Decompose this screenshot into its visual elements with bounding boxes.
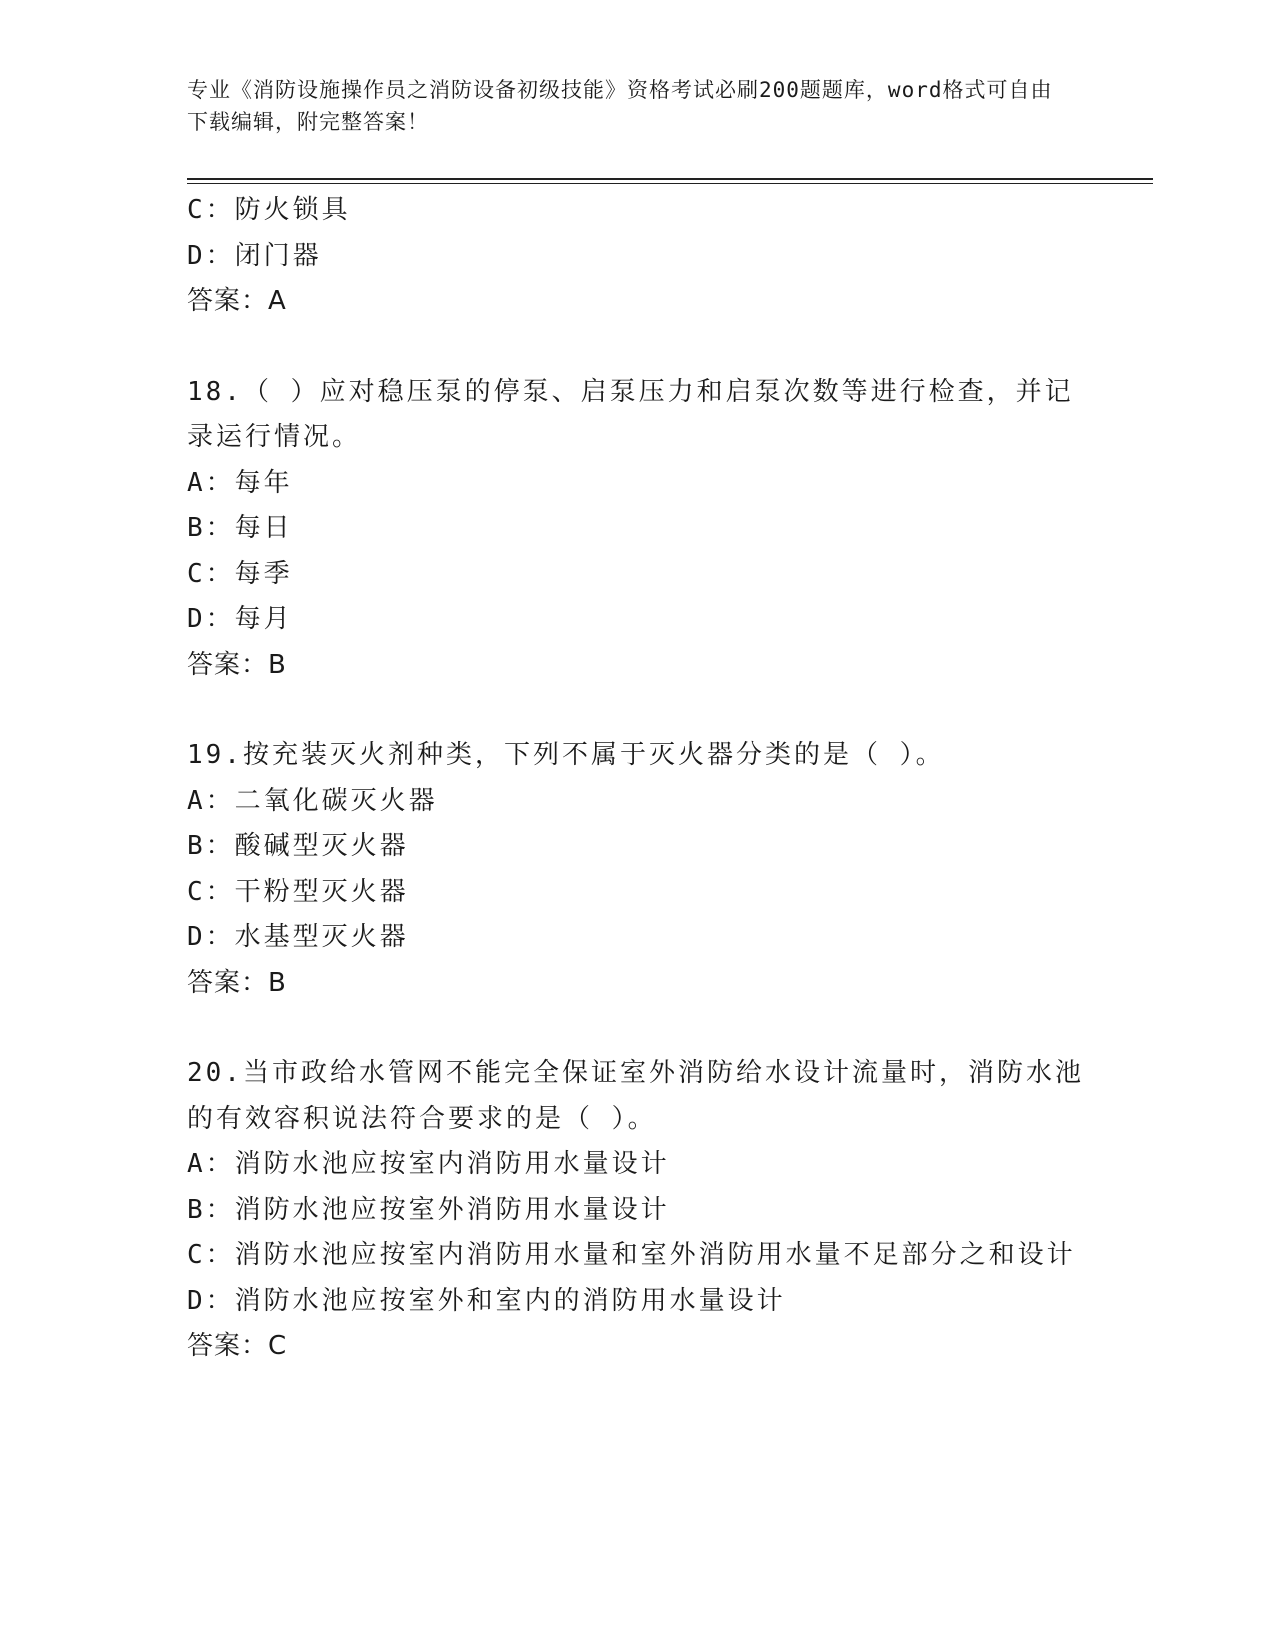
option-a: A：消防水池应按室内消防用水量设计 <box>187 1149 670 1179</box>
question-body <box>187 188 1087 1370</box>
answer-line: 答案：B <box>187 967 287 998</box>
option-d: D：每月 <box>187 604 293 634</box>
question-stem-continued: 的有效容积说法符合要求的是（ ）。 <box>187 1103 657 1134</box>
option-b: B：酸碱型灭火器 <box>187 831 409 861</box>
option-b: B：每日 <box>187 513 293 543</box>
option-a: A：每年 <box>187 467 293 498</box>
answer-line: 答案：C <box>187 1331 288 1361</box>
option-c: C：防火锁具 <box>187 195 351 225</box>
option-b: B：消防水池应按室外消防用水量设计 <box>187 1194 670 1225</box>
question-stem-continued: 录运行情况。 <box>187 422 362 452</box>
header-rule-thin <box>187 183 1153 184</box>
option-d: D：水基型灭火器 <box>187 922 409 952</box>
question-stem: 18.（ ）应对稳压泵的停泵、启泵压力和启泵次数等进行检查，并记 <box>187 376 1074 407</box>
option-d: D：闭门器 <box>187 240 322 271</box>
answer-line: 答案：A <box>187 286 287 316</box>
header-rule-thick <box>187 178 1153 180</box>
question-stem: 19.按充装灭火剂种类，下列不属于灭火器分类的是（ ）。 <box>187 740 945 770</box>
option-c: C：消防水池应按室内消防用水量和室外消防用水量不足部分之和设计 <box>187 1240 1076 1270</box>
option-c: C：每季 <box>187 558 293 589</box>
option-c: C：干粉型灭火器 <box>187 876 409 907</box>
option-d: D：消防水池应按室外和室内的消防用水量设计 <box>187 1285 786 1316</box>
question-stem: 20.当市政给水管网不能完全保证室外消防给水设计流量时，消防水池 <box>187 1058 1084 1088</box>
option-a: A：二氧化碳灭火器 <box>187 785 438 816</box>
answer-line: 答案：B <box>187 649 287 680</box>
page-header: 专业《消防设施操作员之消防设备初级技能》资格考试必刷200题题库，word格式可自由下载编辑，附完整答案！ <box>187 78 1053 134</box>
